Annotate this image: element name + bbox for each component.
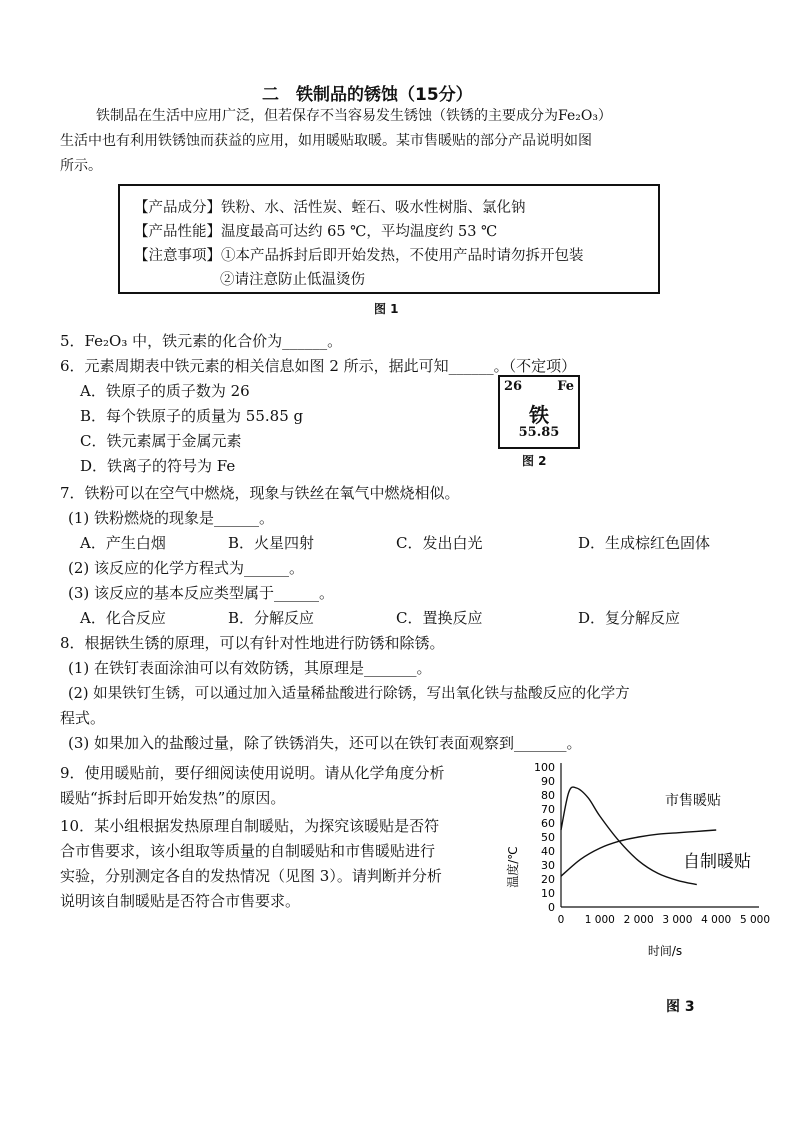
y-tick-labels: [534, 761, 555, 914]
question-5: 5．Fe₂O₃ 中，铁元素的化合价为______。: [60, 332, 343, 350]
atomic-mass: 55.85: [518, 425, 560, 440]
y-tick-label: 80: [541, 789, 555, 802]
section-title: 二 铁制品的锈蚀（15分）: [262, 85, 473, 105]
x-tick-label: 0: [557, 914, 565, 926]
question-7-1-option-a: A．产生白烟: [80, 534, 166, 552]
x-tick-label: 4 000: [701, 914, 732, 926]
question-10-line-3: 实验，分别测定各自的发热情况（见图 3）。请判断并分析: [60, 867, 442, 885]
x-axis-label: 时间/s: [647, 944, 683, 958]
question-8-stem: 8．根据铁生锈的原理，可以有针对性地进行防锈和除锈。: [60, 634, 445, 652]
y-tick-label: 70: [541, 803, 555, 816]
question-7-sub-1: (1) 铁粉燃烧的现象是______。: [68, 509, 275, 527]
y-tick-label: 40: [541, 845, 555, 858]
question-8-sub-1: (1) 在铁钉表面涂油可以有效防锈，其原理是_______。: [68, 659, 432, 677]
question-6-option-a: A．铁原子的质子数为 26: [80, 382, 250, 400]
question-7-3-option-d: D．复分解反应: [578, 609, 681, 627]
series-label-homemade: 自制暖贴: [683, 852, 751, 872]
fig3-chart: [505, 755, 770, 970]
question-7-1-option-b: B．火星四射: [228, 534, 315, 552]
intro-line-1: 铁制品在生活中应用广泛，但若保存不当容易发生锈蚀（铁锈的主要成分为Fe₂O₃）: [96, 108, 612, 124]
product-ingredients: 【产品成分】铁粉、水、活性炭、蛭石、吸水性树脂、氯化钠: [134, 200, 526, 216]
fig3-caption: 图 3: [666, 999, 695, 1015]
question-10-line-2: 合市售要求，该小组取等质量的自制暖贴和市售暖贴进行: [60, 842, 436, 860]
question-9-line-1: 9．使用暖贴前，要仔细阅读使用说明。请从化学角度分析: [60, 764, 445, 782]
periodic-table-cell: [498, 375, 580, 449]
y-axis-label: 温度/℃: [506, 846, 520, 888]
product-info-box: [118, 184, 660, 294]
intro-line-3: 所示。: [60, 158, 102, 174]
y-tick-label: 50: [541, 831, 555, 844]
y-tick-label: 100: [534, 761, 555, 774]
question-8-sub-3: (3) 如果加入的盐酸过量，除了铁锈消失，还可以在铁钉表面观察到_______。: [68, 734, 582, 752]
question-8-sub-2-line-1: (2) 如果铁钉生锈，可以通过加入适量稀盐酸进行除锈，写出氧化铁与盐酸反应的化学方: [68, 686, 630, 702]
y-tick-label: 20: [541, 873, 555, 886]
temperature-time-chart: [505, 755, 770, 970]
element-symbol: Fe: [557, 379, 574, 394]
product-notes: 【注意事项】①本产品拆封后即开始发热，不使用产品时请勿拆开包装: [134, 248, 584, 264]
fig1-caption: 图 1: [374, 302, 399, 316]
question-10-line-1: 10．某小组根据发热原理自制暖贴，为探究该暖贴是否符: [60, 817, 440, 835]
x-tick-label: 1 000: [584, 914, 615, 926]
chart-axes: [561, 763, 759, 907]
question-6-option-d: D．铁离子的符号为 Fe: [80, 457, 236, 475]
y-tick-label: 90: [541, 775, 555, 788]
atomic-number: 26: [504, 379, 523, 394]
question-7-3-option-b: B．分解反应: [228, 609, 315, 627]
fig2-caption: 图 2: [522, 454, 547, 468]
question-7-sub-2: (2) 该反应的化学方程式为______。: [68, 559, 305, 577]
question-6-stem: 6．元素周期表中铁元素的相关信息如图 2 所示，据此可知______。（不定项）: [60, 357, 577, 375]
question-7-3-option-a: A．化合反应: [80, 609, 166, 627]
question-9-line-2: 暖贴“拆封后即开始发热”的原因。: [60, 789, 286, 807]
question-6-option-b: B．每个铁原子的质量为 55.85 g: [80, 407, 304, 425]
question-7-1-option-d: D．生成棕红色固体: [578, 534, 711, 552]
element-name: 铁: [529, 403, 549, 427]
x-tick-label: 2 000: [623, 914, 654, 926]
question-7-sub-3: (3) 该反应的基本反应类型属于______。: [68, 584, 335, 602]
x-tick-labels: [558, 914, 770, 926]
question-7-1-option-c: C．发出白光: [396, 534, 483, 552]
question-7-3-option-c: C．置换反应: [396, 609, 483, 627]
intro-line-2: 生活中也有利用铁锈蚀而获益的应用，如用暖贴取暖。某市售暖贴的部分产品说明如图: [60, 133, 592, 149]
question-10-line-4: 说明该自制暖贴是否符合市售要求。: [60, 892, 301, 910]
product-notes-2: ②请注意防止低温烫伤: [220, 272, 365, 288]
y-tick-label: 0: [548, 901, 555, 914]
series-label-commercial: 市售暖贴: [665, 793, 721, 809]
question-8-sub-2-line-2: 程式。: [60, 709, 106, 727]
y-tick-label: 30: [541, 859, 555, 872]
y-tick-label: 60: [541, 817, 555, 830]
product-performance: 【产品性能】温度最高可达约 65 ℃，平均温度约 53 ℃: [134, 224, 498, 240]
x-tick-label: 5 000: [739, 914, 770, 926]
y-tick-label: 10: [541, 887, 555, 900]
question-7-stem: 7．铁粉可以在空气中燃烧，现象与铁丝在氧气中燃烧相似。: [60, 484, 460, 502]
x-tick-label: 3 000: [662, 914, 693, 926]
question-6-option-c: C．铁元素属于金属元素: [80, 432, 242, 450]
